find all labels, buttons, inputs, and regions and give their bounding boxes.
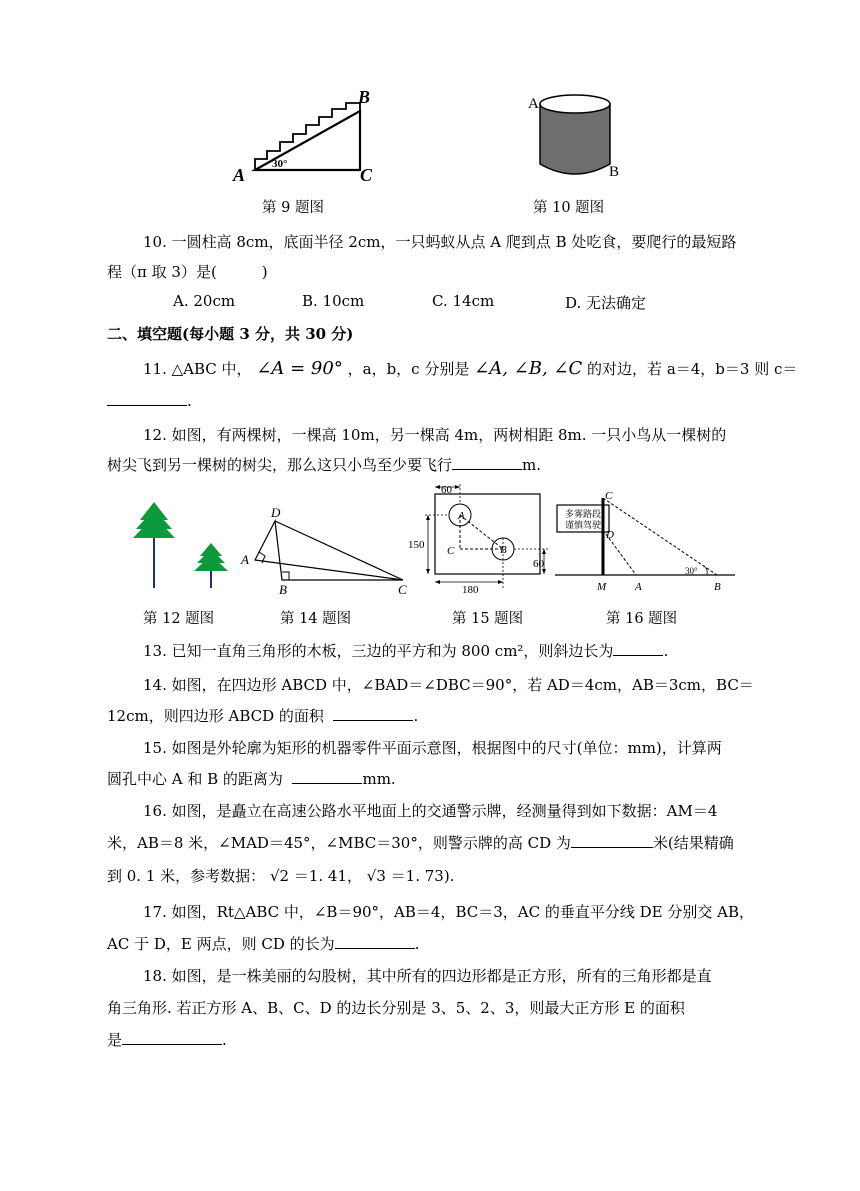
q16-answer-blank[interactable] [571, 832, 653, 848]
q16-line1: 16. 如图，是矗立在高速公路水平地面上的交通警示牌，经测量得到如下数据：AM＝4 [143, 802, 718, 820]
fig14-label-c: C [398, 582, 407, 597]
fig14-label-d: D [271, 505, 281, 520]
section-2-heading: 二、填空题(每小题 3 分，共 30 分) [107, 325, 354, 343]
q12-line1: 12. 如图，有两棵树，一棵高 10m，另一棵高 4m，两树相距 8m. 一只小鸟从一棵树的 [143, 426, 727, 444]
q10-line1: 10. 一圆柱高 8cm，底面半径 2cm，一只蚂蚁从点 A 爬到点 B 处吃食，要爬行的最短路 [143, 233, 737, 251]
q16-line2b: 米(结果精确 [652, 834, 734, 852]
figure-15-machine-part [405, 482, 555, 597]
fig9-label-b: B [358, 87, 371, 107]
q16-line2 [107, 832, 734, 853]
q12-answer-blank[interactable] [452, 454, 522, 470]
fig15-dim-right: 60 [533, 558, 544, 570]
fig15-dim-left: 150 [408, 539, 425, 551]
q14-answer-blank[interactable] [333, 705, 413, 721]
fig10-label-b: B [609, 164, 620, 180]
fig10-label-a: A [528, 96, 539, 112]
q12-line2a: 树尖飞到另一棵树的树尖，那么这只小鸟至少要飞行 [107, 456, 453, 474]
q10-option-c[interactable]: C. 14cm [432, 292, 495, 310]
q15-line1: 15. 如图是外轮廓为矩形的机器零件平面示意图，根据图中的尺寸(单位：mm)，计算两 [143, 739, 722, 757]
figure-16-traffic-sign [555, 490, 737, 597]
q11-part3: 的对边，若 a＝4，b＝3 则 c＝ [587, 360, 798, 378]
fig14-label-b: B [279, 582, 287, 597]
q10-option-d[interactable]: D. 无法确定 [565, 294, 647, 312]
q10-line2: 程（π 取 3）是( ) [107, 263, 268, 281]
fig15-label-b: B [500, 544, 507, 556]
fig16-sign-line2: 谨慎驾驶 [564, 520, 602, 530]
q14-line1: 14. 如图，在四边形 ABCD 中，∠BAD＝∠DBC＝90°，若 AD＝4cm，AB＝3cm，BC＝ [143, 676, 754, 694]
caption-fig15: 第 15 题图 [452, 611, 524, 627]
q17-line2: AC 于 D，E 两点，则 CD 的长为 . [107, 935, 420, 953]
q16-sqrt3: √3 ＝1. 73). [366, 867, 455, 885]
q11-line2: . [107, 390, 192, 410]
fig16-angle-label: 30° [685, 566, 698, 576]
figure-10-cylinder [525, 92, 625, 184]
q18-line1: 18. 如图，是一株美丽的勾股树，其中所有的四边形都是正方形，所有的三角形都是直 [143, 967, 712, 985]
fig16-label-d: D [606, 529, 614, 541]
q11-math2: ∠A, ∠B, ∠C [474, 358, 583, 379]
fig15-label-a: A [458, 510, 465, 522]
caption-fig16: 第 16 题图 [606, 611, 678, 627]
q12-line2 [107, 454, 541, 475]
caption-fig10: 第 10 题图 [533, 200, 605, 216]
fig9-angle-label: 30° [272, 158, 288, 170]
figure-12-trees [128, 500, 233, 592]
q13-text: 13. 已知一直角三角形的木板，三边的平方和为 800 cm²，则斜边长为 [143, 642, 614, 660]
q15-line2b: mm. [362, 770, 396, 788]
q14-line2: 12cm，则四边形 ABCD 的面积 . [107, 707, 419, 725]
q11-line1 [143, 358, 797, 379]
q11-part1: 11. △ABC 中， [143, 360, 252, 378]
q16-line3a: 到 0. 1 米，参考数据： [107, 867, 266, 885]
q11-answer-blank[interactable] [107, 390, 187, 406]
q10-option-a[interactable]: A. 20cm [173, 292, 236, 310]
q16-line2a: 米，AB＝8 米，∠MAD＝45°，∠MBC＝30°，则警示牌的高 CD 为 [107, 834, 571, 852]
figure-9-staircase [230, 85, 385, 185]
fig9-label-a: A [233, 165, 246, 185]
q15-answer-blank[interactable] [292, 768, 362, 784]
q12-line2b: m. [522, 456, 542, 474]
q14-line2-text: 12cm，则四边形 ABCD 的面积 [107, 707, 324, 725]
q17-answer-blank[interactable] [335, 933, 415, 949]
caption-fig9: 第 9 题图 [262, 200, 324, 216]
q13-answer-blank[interactable] [613, 640, 663, 656]
q11-part2: ，a，b，c 分别是 [347, 360, 470, 378]
fig16-label-c: C [605, 490, 613, 502]
q18-line2: 角三角形. 若正方形 A、B、C、D 的边长分别是 3、5、2、3，则最大正方形 E 的面积 [107, 999, 685, 1017]
q11-math1: ∠A = 90° [256, 358, 343, 379]
q18-answer-blank[interactable] [122, 1029, 222, 1045]
q13-line: 13. 已知一直角三角形的木板，三边的平方和为 800 cm²，则斜边长为 . [143, 642, 669, 660]
q18-line3-text: 是 [107, 1031, 123, 1049]
fig16-sign-line1: 多雾路段 [564, 509, 602, 519]
fig16-label-b: B [714, 581, 721, 593]
q17-line2-text: AC 于 D，E 两点，则 CD 的长为 [107, 935, 335, 953]
q16-sqrt2: √2 ＝1. 41， [269, 867, 362, 885]
q15-line2 [107, 768, 396, 789]
fig15-dim-top: 60 [441, 484, 452, 496]
fig16-label-a: A [635, 581, 642, 593]
q17-line1: 17. 如图，Rt△ABC 中，∠B＝90°，AB＝4，BC＝3，AC 的垂直平分线 DE 分别交 AB， [143, 903, 754, 921]
q15-line2a: 圆孔中心 A 和 B 的距离为 [107, 770, 283, 788]
fig14-label-a: A [241, 552, 249, 567]
figure-14-quadrilateral [238, 505, 413, 597]
fig16-label-m: M [597, 581, 607, 593]
fig9-label-c: C [360, 165, 373, 185]
q18-line3: 是 . [107, 1031, 227, 1049]
fig15-dim-bottom: 180 [462, 584, 479, 596]
q10-option-b[interactable]: B. 10cm [302, 292, 365, 310]
fig15-label-c: C [447, 545, 455, 557]
caption-fig12: 第 12 题图 [143, 611, 215, 627]
q16-line3 [107, 865, 454, 886]
caption-fig14: 第 14 题图 [280, 611, 352, 627]
